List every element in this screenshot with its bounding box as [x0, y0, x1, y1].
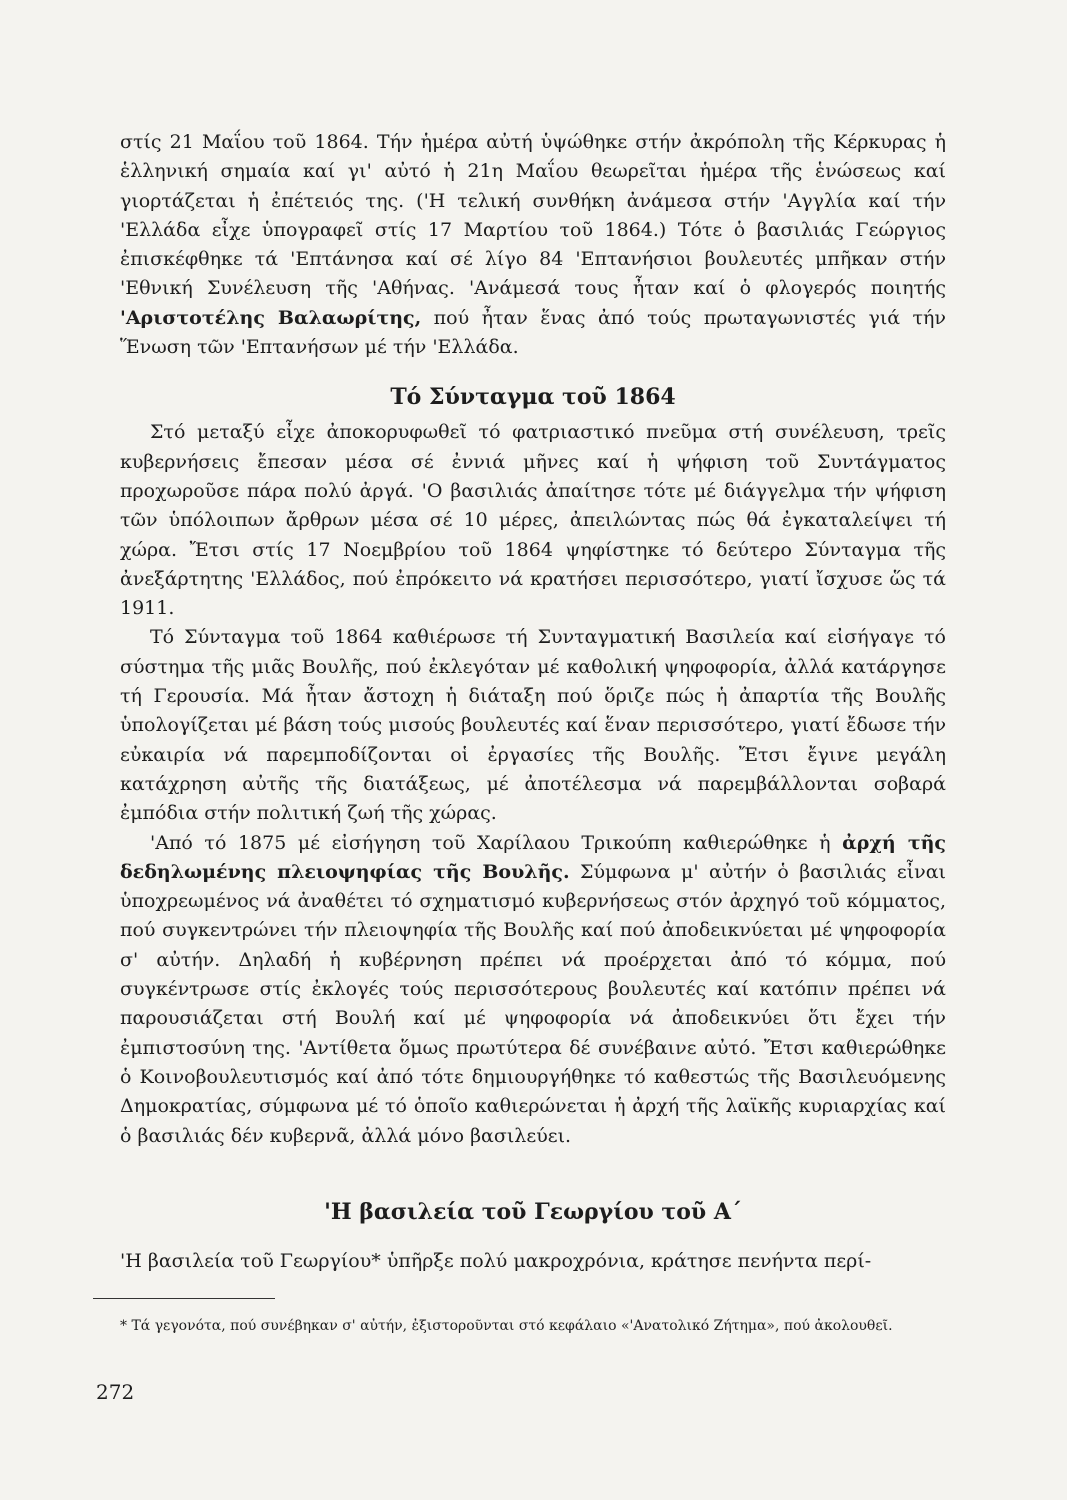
- paragraph-text: πού ἦταν ἕνας ἀπό τούς πρωταγωνιστές γιά τήν Ἕνωση τῶν 'Επτανήσων μέ τήν 'Ελλάδα.: [120, 306, 946, 359]
- section-heading-syntagma: Τό Σύνταγμα τοῦ 1864: [390, 384, 676, 411]
- paragraph-union-ionian: [120, 128, 946, 362]
- bold-term-dedilomeni: ἀρχή τῆς δεδηλωμένης πλειοψηφίας τῆς Βουλῆς.: [120, 831, 946, 883]
- paragraph-majority-principle: [120, 829, 946, 1151]
- footnote-divider: [93, 1298, 275, 1299]
- page-number: 272: [96, 1380, 135, 1404]
- paragraph-text: 'Από τό 1875 μέ εἰσήγηση τοῦ Χαρίλαου Τρικούπη καθιερώθηκε ἡ: [150, 831, 843, 854]
- paragraph-text: στίς 21 Μαΐου τοῦ 1864. Τήν ἡμέρα αὐτή ὑψώθηκε στήν ἀκρόπολη τῆς Κέρκυρας ἡ ἑλληνική σημαία καί γι' αὐτό ἡ 21η Μαΐου θεωρεῖται ἡμέρα τῆς ἑνώσεως καί γιορτάζεται ἡ ἐπέτειός της. ('Η τελική συνθήκη ἀνάμεσα στήν 'Αγγλία καί τήν 'Ελλάδα εἶχε ὑπογραφεῖ στίς 17 Μαρτίου τοῦ 1864.) Τότε ὁ βασιλιάς Γεώργιος ἐπισκέφθηκε τά 'Επτάνησα καί σέ λίγο 84 'Επτανήσιοι βουλευτές μπῆκαν στήν 'Εθνική Συνέλευση τῆς 'Αθήνας. 'Ανάμεσά τους ἦταν καί ὁ φλογερός ποιητής: [120, 131, 946, 300]
- paragraph-george-reign: 'Η βασιλεία τοῦ Γεωργίου* ὑπῆρξε πολύ μακροχρόνια, κράτησε πενήντα περί-: [120, 1249, 872, 1272]
- footnote: * Τά γεγονότα, πού συνέβηκαν σ' αὐτήν, ἐξιστοροῦνται στό κεφάλαιο «'Ανατολικό Ζήτημα», πού ἀκολουθεῖ.: [120, 1318, 893, 1334]
- text-column: [120, 128, 946, 1276]
- paragraph-constitution: Τό Σύνταγμα τοῦ 1864 καθιέρωσε τή Συνταγματική Βασιλεία καί εἰσήγαγε τό σύστημα τῆς μιᾶς Βουλῆς, πού ἐκλεγόταν μέ καθολική ψηφοφορία, ἀλλά κατάργησε τή Γερουσία. Μά ἦταν ἄστοχη ἡ διάταξη πού ὅριζε πώς ἡ ἀπαρτία τῆς Βουλῆς ὑπολογίζεται μέ βάση τούς μισούς βουλευτές καί ἕναν περισσότερο, γιατί ἔδωσε τήν εὐκαιρία νά παρεμποδίζονται οἱ ἐργασίες τῆς Βουλῆς. Ἔτσι ἔγινε μεγάλη κατάχρηση αὐτῆς τῆς διατάξεως, μέ ἀποτέλεσμα νά παρεμβάλλονται σοβαρά ἐμπόδια στήν πολιτική ζωή τῆς χώρας.: [120, 626, 946, 825]
- bold-name-valaoritis: 'Αριστοτέλης Βαλαωρίτης,: [120, 306, 422, 329]
- paragraph-assembly: Στό μεταξύ εἶχε ἀποκορυφωθεῖ τό φατριαστικό πνεῦμα στή συνέλευση, τρεῖς κυβερνήσεις ἔπεσαν μέσα σέ ἐννιά μῆνες καί ἡ ψήφιση τοῦ Συντάγματος προχωροῦσε πάρα πολύ ἀργά. 'Ο βασιλιάς ἀπαίτησε τότε μέ διάγγελμα τήν ψήφιση τῶν ὑπόλοιπων ἄρθρων μέσα σέ 10 μέρες, ἀπειλώντας πώς θά ἐγκαταλείψει τή χώρα. Ἔτσι στίς 17 Νοεμβρίου τοῦ 1864 ψηφίστηκε τό δεύτερο Σύνταγμα τῆς ἀνεξάρτητης 'Ελλάδος, πού ἐπρόκειτο νά κρατήσει περισσότερο, γιατί ἴσχυσε ὥς τά 1911.: [120, 421, 946, 620]
- section-heading-vasileia: 'Η βασιλεία τοῦ Γεωργίου τοῦ Α΄: [324, 1198, 742, 1225]
- paragraph-text: Σύμφωνα μ' αὐτήν ὁ βασιλιάς εἶναι ὑποχρεωμένος νά ἀναθέτει τό σχηματισμό κυβερνήσεως στόν ἀρχηγό τοῦ κόμματος, πού συγκεντρώνει τήν πλειοψηφία τῆς Βουλῆς καί πού ἀποδεικνύεται μέ ψηφοφορία σ' αὐτήν. Δηλαδή ἡ κυβέρνηση πρέπει νά προέρχεται ἀπό τό κόμμα, πού συγκέντρωσε στίς ἐκλογές τούς περισσότερους βουλευτές καί κατόπιν πρέπει νά παρουσιάζεται στή Βουλή καί μέ ψηφοφορία νά ἀποδεικνύει ὅτι ἔχει τήν ἐμπιστοσύνη της. 'Αντίθετα ὅμως πρωτύτερα δέ συνέβαινε αὐτό. Ἔτσι καθιερώθηκε ὁ Κοινοβουλευτισμός καί ἀπό τότε δημιουργήθηκε τό καθεστώς τῆς Βασιλευόμενης Δημοκρατίας, σύμφωνα μέ τό ὁποῖο καθιερώνεται ἡ ἀρχή τῆς λαϊκῆς κυριαρχίας καί ὁ βασιλιάς δέν κυβερνᾶ, ἀλλά μόνο βασιλεύει.: [120, 860, 946, 1147]
